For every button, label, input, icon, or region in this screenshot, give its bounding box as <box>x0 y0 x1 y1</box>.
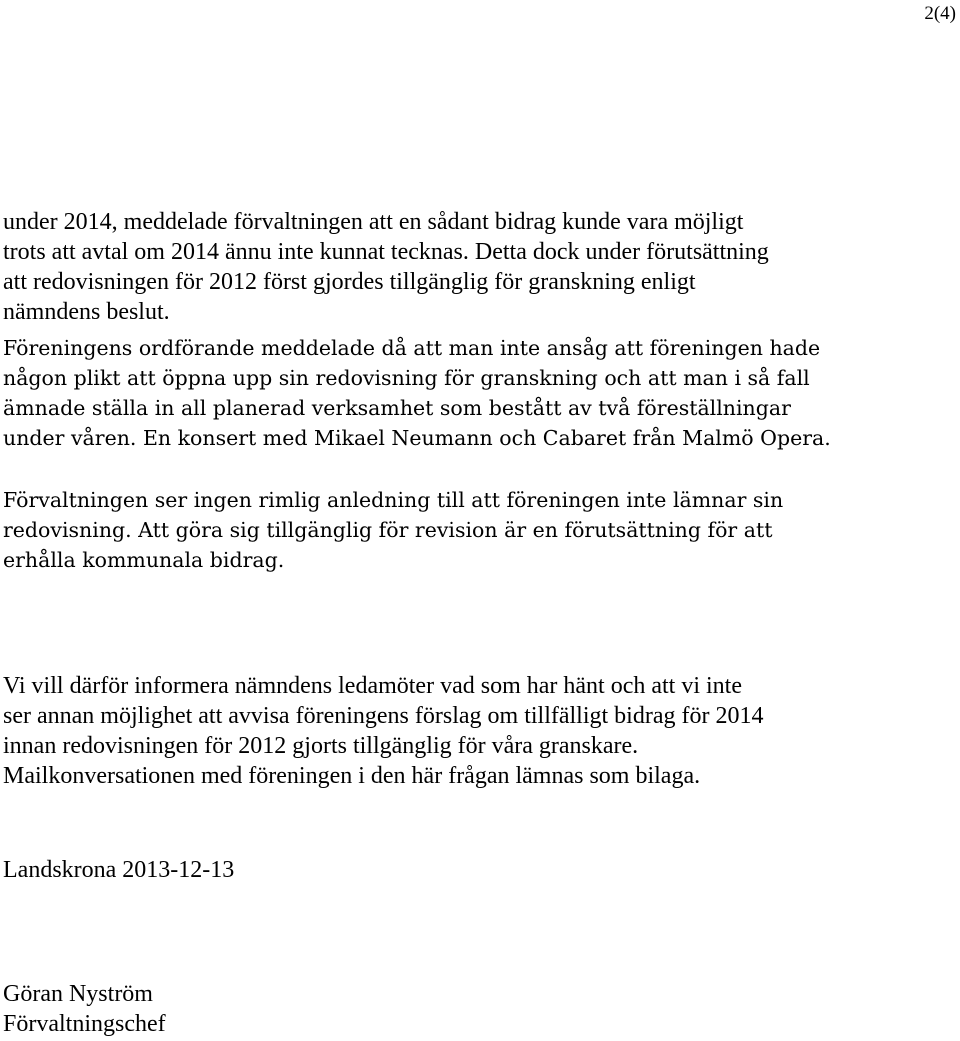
text-line: redovisning. Att göra sig tillgänglig för revision är en förutsättning för att <box>3 518 773 542</box>
paragraph-1 <box>3 207 953 327</box>
place-and-date: Landskrona 2013-12-13 <box>3 857 235 883</box>
signatory-title: Förvaltningschef <box>3 1011 166 1037</box>
page-number: 2(4) <box>924 3 956 24</box>
text-line: ämnade ställa in all planerad verksamhet som bestått av två föreställningar <box>3 396 791 420</box>
text-line: under våren. En konsert med Mikael Neumann och Cabaret från Malmö Opera. <box>3 426 831 450</box>
text-line: erhålla kommunala bidrag. <box>3 548 285 572</box>
paragraph-3 <box>3 485 953 575</box>
text-line: Förvaltningen ser ingen rimlig anledning till att föreningen inte lämnar sin <box>3 488 784 512</box>
text-line: att redovisningen för 2012 först gjordes tillgänglig för granskning enligt <box>3 269 696 295</box>
text-line: under 2014, meddelade förvaltningen att en sådant bidrag kunde vara möjligt <box>3 209 744 235</box>
text-line: någon plikt att öppna upp sin redovisning för granskning och att man i så fall <box>3 366 810 390</box>
text-line: innan redovisningen för 2012 gjorts tillgänglig för våra granskare. <box>3 733 639 759</box>
paragraph-4 <box>3 671 953 791</box>
signatory-name: Göran Nyström <box>3 981 153 1007</box>
paragraph-2 <box>3 333 953 453</box>
text-line: nämndens beslut. <box>3 299 170 325</box>
text-line: Föreningens ordförande meddelade då att man inte ansåg att föreningen hade <box>3 336 821 360</box>
text-line: trots att avtal om 2014 ännu inte kunnat tecknas. Detta dock under förutsättning <box>3 239 769 265</box>
signature-block <box>3 979 953 1039</box>
text-line: Vi vill därför informera nämndens ledamöter vad som har hänt och att vi inte <box>3 673 742 699</box>
text-line: ser annan möjlighet att avvisa föreningens förslag om tillfälligt bidrag för 2014 <box>3 703 764 729</box>
date-line <box>3 855 953 885</box>
text-line: Mailkonversationen med föreningen i den här frågan lämnas som bilaga. <box>3 763 701 789</box>
